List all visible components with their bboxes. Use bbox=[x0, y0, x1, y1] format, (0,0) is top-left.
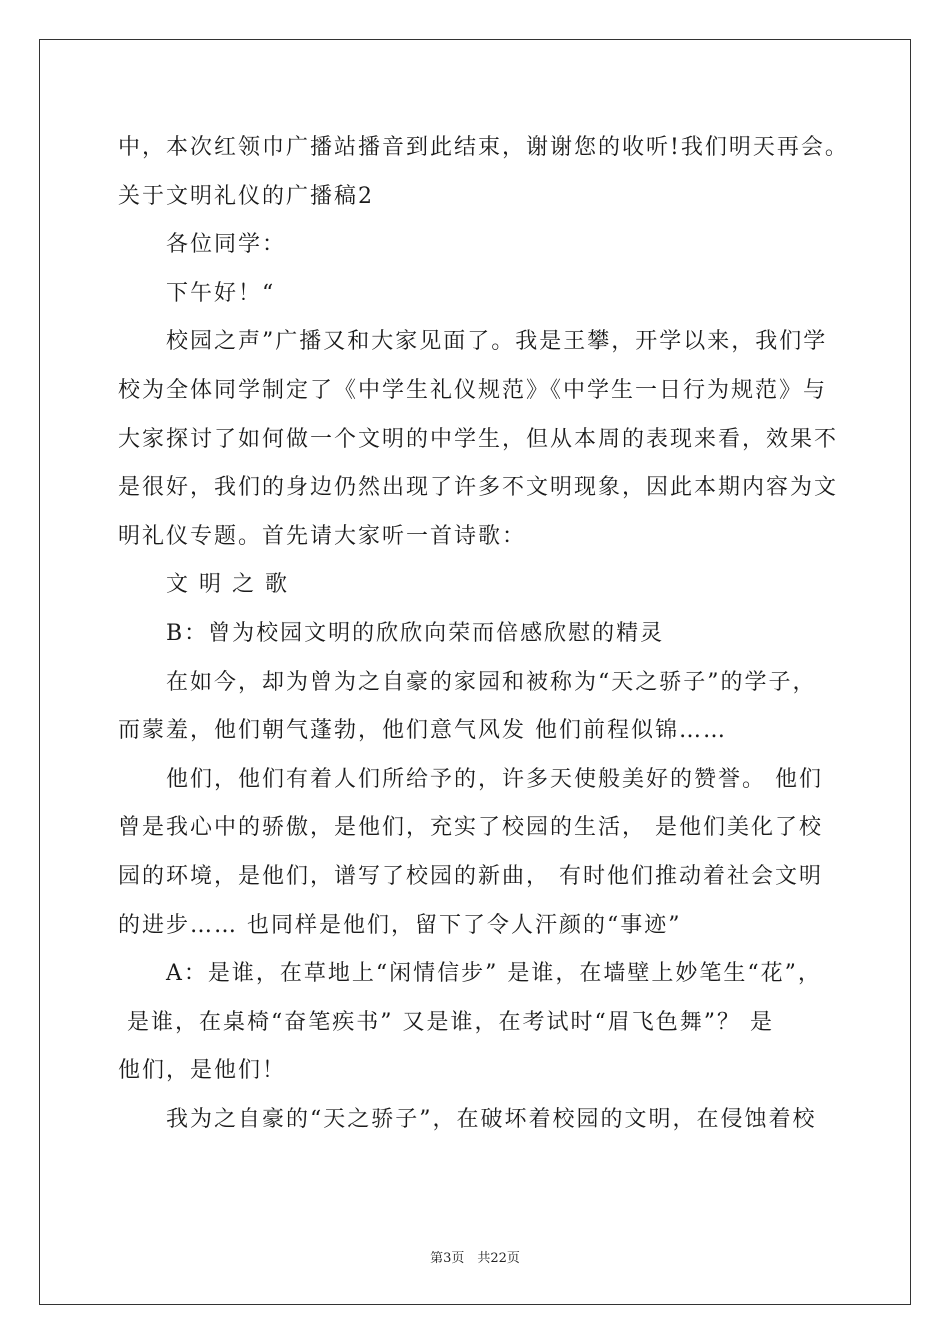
text-line: 是很好，我们的身边仍然出现了许多不文明现象，因此本期内容为文 bbox=[118, 475, 839, 501]
text-line: 各位同学： bbox=[118, 232, 287, 258]
text-line: B：曾为校园文明的欣欣向荣而倍感欣慰的精灵 bbox=[118, 620, 665, 646]
text-line: 我为之自豪的“天之骄子”，在破坏着校园的文明，在侵蚀着校 bbox=[118, 1106, 817, 1132]
text-line: 他们，他们有着人们所给予的，许多天使般美好的赞誉。 他们 bbox=[118, 766, 823, 792]
text-line: 是谁，在桌椅“奋笔疾书” 又是谁，在考试时“眉飞色舞”？ 是 bbox=[118, 1009, 774, 1035]
text-line: 明礼仪专题。首先请大家听一首诗歌： bbox=[118, 523, 527, 549]
document-body bbox=[118, 124, 849, 1144]
text-line: 大家探讨了如何做一个文明的中学生，但从本周的表现来看，效果不 bbox=[118, 426, 839, 452]
text-line: 园的环境，是他们，谱写了校园的新曲， 有时他们推动着社会文明 bbox=[118, 863, 823, 889]
text-line: 而蒙羞，他们朝气蓬勃，他们意气风发 他们前程似锦…… bbox=[118, 718, 727, 744]
text-line: 的进步…… 也同样是他们，留下了令人汗颜的“事迹” bbox=[118, 912, 682, 938]
text-line: 校为全体同学制定了《中学生礼仪规范》《中学生一日行为规范》与 bbox=[118, 377, 828, 403]
text-line: 他们，是他们！ bbox=[118, 1058, 287, 1084]
poem-title: 文 明 之 歌 bbox=[118, 572, 289, 598]
text-line: 中，本次红领巾广播站播音到此结束，谢谢您的收听!我们明天再会。 bbox=[118, 135, 849, 160]
section-heading: 关于文明礼仪的广播稿2 bbox=[118, 183, 374, 209]
text-line: 下午好！“ bbox=[118, 280, 276, 306]
text-line: 在如今，却为曾为之自豪的家园和被称为“天之骄子”的学子， bbox=[118, 669, 817, 695]
text-line: 曾是我心中的骄傲，是他们，充实了校园的生活， 是他们美化了校 bbox=[118, 815, 823, 841]
text-line: 校园之声”广播又和大家见面了。我是王攀，开学以来，我们学 bbox=[118, 329, 828, 355]
text-line: A：是谁，在草地上“闲情信步” 是谁，在墙壁上妙笔生“花”， bbox=[118, 961, 822, 987]
page-number: 第3页 共22页 bbox=[430, 1251, 520, 1266]
